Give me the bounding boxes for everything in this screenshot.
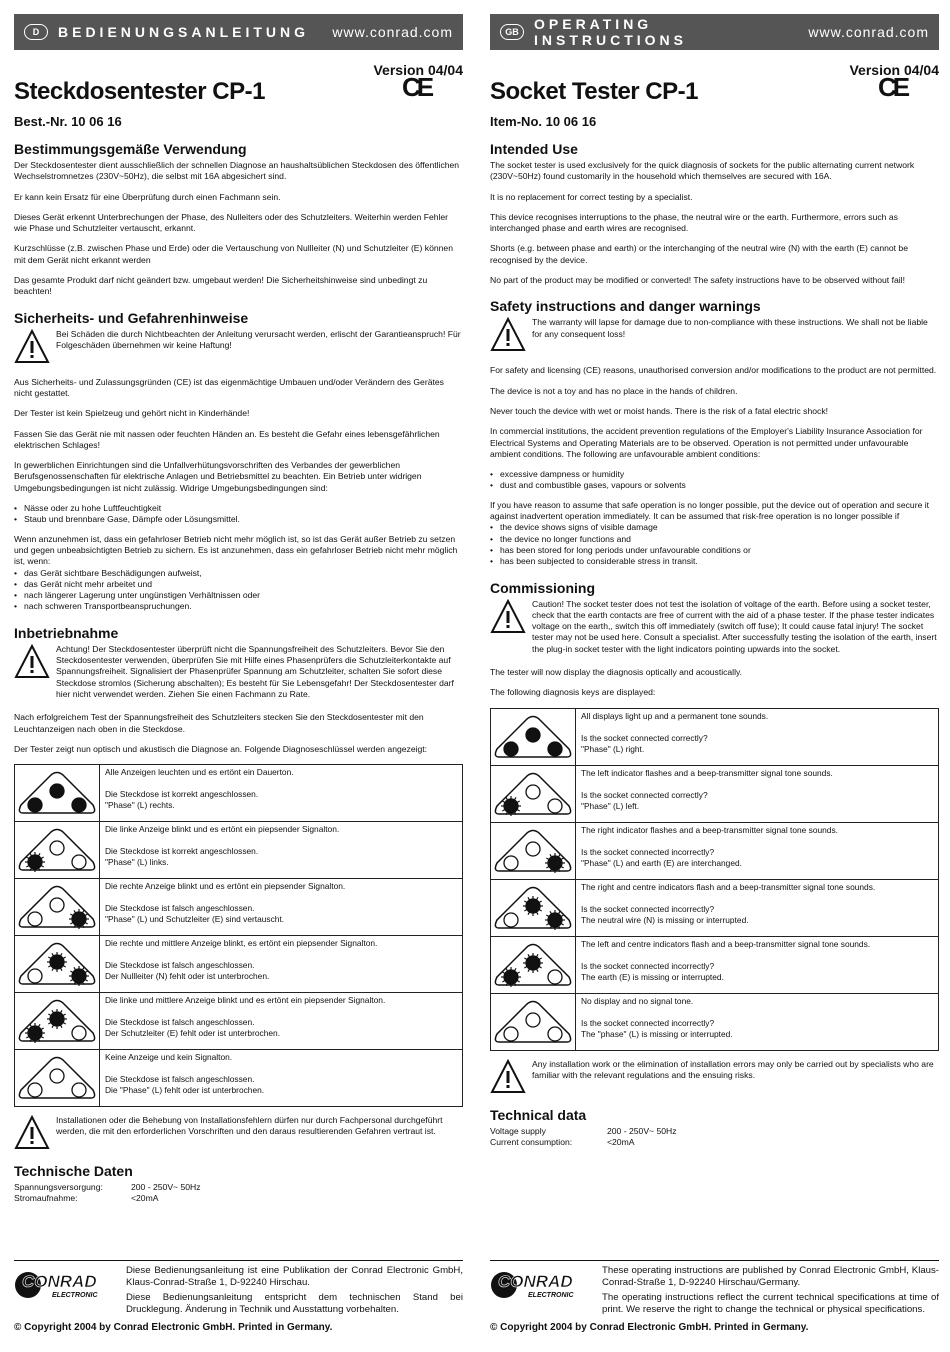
socket-indicator-icon [491,768,575,820]
diagnosis-signal: Die linke und mittlere Anzeige blinkt und es ertönt ein piepsender Signalton. [105,995,386,1006]
header-banner [14,14,463,50]
heading-intended-use: Intended Use [490,141,578,157]
list-item: • das Gerät nicht mehr arbeitet und [14,579,463,590]
socket-indicator-icon [15,881,99,933]
paragraph: Fassen Sie das Gerät nie mit nassen oder feuchten Händen an. Es besteht die Gefahr eines lebensgefährlichen elektrischen Schlages! [14,428,440,450]
specification-note: The operating instructions reflect the current technical specifications at time of print. We reserve the right to change the technical or physical specifications. [602,1292,939,1315]
item-number: Best.-Nr. 10 06 16 [14,114,122,129]
socket-indicator-icon [15,995,99,1047]
socket-indicator-icon [491,939,575,991]
diagnosis-text-cell [576,994,738,1050]
diagnosis-text-cell [100,822,344,878]
heading-commissioning: Inbetriebnahme [14,624,119,641]
list-item: • has been stored for long periods under unfavourable conditions or [490,545,939,556]
diagnosis-icon-cell [491,823,576,879]
paragraph: It is no replacement for correct testing by a specialist. [490,191,693,202]
website-url: www.conrad.com [332,24,453,40]
diagnosis-text-cell [576,709,773,765]
paragraph: Shorts (e.g. between phase and earth) or the interchanging of the neutral wire (N) with the earth (E) cannot be recognised by the device. [490,243,908,265]
warning-block [490,317,939,353]
paragraph: Wenn anzunehmen ist, dass ein gefahrloser Betrieb nicht mehr möglich ist, so ist das Gerät außer Betrieb zu setzen und gegen unbeabsichtigten Betrieb zu sichern. Es ist anzunehmen, dass ein gefahrloser Betrieb nicht mehr möglich ist, wenn: [14,533,458,567]
technical-data-table [14,1182,463,1204]
diagnosis-signal: Die rechte und mittlere Anzeige blinkt, es ertönt ein piepsender Signalton. [105,938,378,949]
copyright: © Copyright 2004 by Conrad Electronic GmbH. Printed in Germany. [14,1322,333,1333]
socket-indicator-icon [491,711,575,763]
product-title: Socket Tester CP-1 [490,78,698,105]
diagnosis-result: Is the socket connected correctly? [581,732,708,743]
heading-safety: Safety instructions and danger warnings [490,298,761,315]
tech-value: <20mA [607,1136,635,1147]
diagnosis-row [15,992,462,1049]
risk-list [490,522,939,567]
diagnosis-row [491,936,938,993]
diagnosis-detail: "Phase" (L) rechts. [105,800,175,811]
diagnosis-text-cell [576,937,875,993]
warning-block [14,644,463,700]
diagnosis-table [14,764,463,1107]
publisher-note: Diese Bedienungsanleitung ist eine Publikation der Conrad Electronic GmbH, Klaus-Conrad-Straße 1, D-92240 Hirschau. [126,1265,463,1288]
paragraph: Nach erfolgreichem Test der Spannungsfreiheit des Schutzleiters stecken Sie den Steckdosentester mit den Leuchtanzeigen nach oben in die Steckdose. [14,712,424,734]
conrad-logo-icon [14,1270,114,1300]
diagnosis-text-cell [576,880,880,936]
paragraph: Der Tester ist kein Spielzeug und gehört nicht in Kinderhände! [14,408,250,419]
diagnosis-signal: Alle Anzeigen leuchten und es ertönt ein Dauerton. [105,767,294,778]
warning-text: Caution! The socket tester does not test the isolation of voltage of the earth. Before using a socket tester, check that the earth contacts are free of current with the aid of a phase tester. If the phase tester indicates voltage on the earth,, switch this off immediately (switch off fuse); It could cause fatal injury! The socket tester may not be used here. Consult a specialist. After successfully testing the isolation of the earth, insert the plug-in socket tester with the light indicators pointing upwards into the socket. [532,598,937,654]
paragraph: The device is not a toy and has no place in the hands of children. [490,385,738,396]
risk-list [14,568,463,613]
item-number: Item-No. 10 06 16 [490,114,597,129]
english-column [490,14,939,1148]
diagnosis-signal: Die linke Anzeige blinkt und es ertönt ein piepsender Signalton. [105,824,340,835]
english-footer [490,1260,939,1333]
ambient-conditions-list [14,503,463,526]
list-item: • the device no longer functions and [490,534,939,545]
warning-text: The warranty will lapse for damage due to non-compliance with these instructions. We shall not be liable for any consequent loss! [532,317,928,339]
list-item: • nach längerer Lagerung unter ungünstigen Verhältnissen oder [14,590,463,601]
diagnosis-icon-cell [15,822,100,878]
svg-text:ELECTRONIC: ELECTRONIC [52,1292,98,1299]
diagnosis-signal: Keine Anzeige und kein Signalton. [105,1052,233,1063]
paragraph: Der Steckdosentester dient ausschließlich der schnellen Diagnose an haushaltsüblichen Steckdosen des öffentlichen Wechselstromnetzes (230V~50Hz), die selbst mit 16A abgesichert sind. [14,160,460,182]
german-column [14,14,463,1204]
publisher-note: These operating instructions are published by Conrad Electronic GmbH, Klaus-Conrad-Straße 1, D-92240 Hirschau/Germany. [602,1265,939,1288]
paragraph: If you have reason to assume that safe operation is no longer possible, put the device out of operation and secure it against inadvertent operation immediately. It can be assumed that risk-free operation is no longer possible if [490,499,930,522]
list-item: • nach schweren Transportbeanspruchungen. [14,601,463,612]
diagnosis-result: Die Steckdose ist falsch angeschlossen. [105,960,255,971]
diagnosis-signal: Die rechte Anzeige blinkt und es ertönt ein piepsender Signalton. [105,881,346,892]
socket-indicator-icon [15,938,99,990]
diagnosis-result: Die Steckdose ist korrekt angeschlossen. [105,846,259,857]
heading-intended-use: Bestimmungsgemäße Verwendung [14,141,247,157]
warning-triangle-icon [490,317,526,353]
warning-triangle-icon [14,329,50,365]
list-item: • Nässe oder zu hohe Luftfeuchtigkeit [14,503,463,514]
diagnosis-result: Is the socket connected correctly? [581,789,708,800]
paragraph: This device recognises interruptions to the phase, the neutral wire or the earth. Furthermore, errors such as interchanged phase and earth wires are recognised. [490,211,898,234]
diagnosis-result: Is the socket connected incorrectly? [581,846,715,857]
list-item: • excessive dampness or humidity [490,469,939,480]
diagnosis-result: Die Steckdose ist falsch angeschlossen. [105,1074,255,1085]
heading-technical-data: Technische Daten [14,1163,133,1180]
paragraph: In gewerblichen Einrichtungen sind die Unfallverhütungsvorschriften des Verbandes der gewerblichen Berufsgenossenschaften für elektrische Anlagen und Betriebsmittel zu beachten. Ein Betrieb unter widrigen Umgebungsbedingungen ist nicht zulässig. Widrige Umgebungsbedingungen sind: [14,460,422,493]
ambient-conditions-list [490,469,939,492]
list-item: • dust and combustible gases, vapours or solvents [490,480,939,491]
diagnosis-row [15,1049,462,1106]
diagnosis-text-cell [100,765,299,821]
banner-title: BEDIENUNGSANLEITUNG [58,24,310,40]
paragraph: For safety and licensing (CE) reasons, unauthorised conversion and/or modifications to the product are not permitted. [490,365,937,376]
paragraph: Kurzschlüsse (z.B. zwischen Phase und Erde) oder die Vertauschung von Nullleiter (N) und Schutzleiter (E) können mit dem Gerät nicht erkannt werden [14,243,453,265]
tech-value: 200 - 250V~ 50Hz [607,1125,677,1136]
diagnosis-text-cell [100,1050,269,1106]
warning-text: Any installation work or the elimination of installation errors may only be carried out by specialists who are familiar with the relevant regulations and the ensuing risks. [532,1058,934,1080]
svg-text:ELECTRONIC: ELECTRONIC [528,1292,574,1299]
tech-label: Voltage supply [490,1125,546,1136]
diagnosis-text-cell [100,936,382,992]
heading-safety: Sicherheits- und Gefahrenhinweise [14,309,249,326]
list-item: • Staub und brennbare Gase, Dämpfe oder Lösungsmittel. [14,514,463,525]
tech-label: Stromaufnahme: [14,1193,78,1204]
diagnosis-detail: Der Schutzleiter (E) fehlt oder ist unterbrochen. [105,1028,281,1039]
website-url: www.conrad.com [808,24,929,40]
diagnosis-text-cell [576,766,838,822]
tech-value: 200 - 250V~ 50Hz [131,1182,201,1193]
diagnosis-detail: The earth (E) is missing or interrupted. [581,971,724,982]
conrad-logo [490,1265,602,1305]
socket-indicator-icon [15,1052,99,1104]
paragraph: No part of the product may be modified or converted! The safety instructions have to be observed without fail! [490,275,905,286]
diagnosis-signal: The left and centre indicators flash and a beep-transmitter signal tone sounds. [581,938,871,949]
paragraph: The following diagnosis keys are displayed: [490,687,656,698]
copyright: © Copyright 2004 by Conrad Electronic GmbH. Printed in Germany. [490,1322,809,1333]
paragraph: Der Tester zeigt nun optisch und akustisch die Diagnose an. Folgende Diagnoseschlüssel werden angezeigt: [14,743,428,754]
diagnosis-icon-cell [15,993,100,1049]
warning-text: Achtung! Der Steckdosentester überprüft nicht die Spannungsfreiheit des Schutzleiters. Bevor Sie den Steckdosentester verwenden, überprüfen Sie mit Hilfe eines Phasenprüfers die Schutzleiterkontakte auf Spannungsfreiheit. Signalisiert der Phasenprüfer Spannung am Schutzleiter, schalten Sie sofort diese Steckdose stromlos (Sicherung abschalten); Es besteht für Sie Lebensgefahr! Der Steckdosentester darf hier nicht verwendet werden. Ziehen Sie einen Fachmann zu Rate. [56,643,454,699]
heading-commissioning: Commissioning [490,579,596,596]
diagnosis-result: Is the socket connected incorrectly? [581,1017,715,1028]
diagnosis-icon-cell [491,766,576,822]
paragraph: The tester will now display the diagnosis optically and acoustically. [490,667,743,678]
paragraph: In commercial institutions, the accident prevention regulations of the Employer's Liability Insurance Association for Electrical Systems and Operating Materials are to be observed. Operation is not permitted under unfavourable ambient conditions. The following are unfavourable ambient conditions: [490,426,923,459]
diagnosis-row [491,993,938,1050]
diagnosis-result: Is the socket connected incorrectly? [581,960,715,971]
diagnosis-result: Die Steckdose ist falsch angeschlossen. [105,903,255,914]
diagnosis-row [491,765,938,822]
version-label: Version 04/04 [849,62,939,78]
paragraph: Er kann kein Ersatz für eine Überprüfung durch einen Fachmann sein. [14,191,281,202]
paragraph: Dieses Gerät erkennt Unterbrechungen der Phase, des Nulleiters oder des Schutzleiters. Weiterhin werden Fehler wie Phase und Schutzleiter vertauscht, erkannt. [14,211,449,234]
ce-mark: CE [402,72,431,102]
warning-triangle-icon [490,599,526,635]
diagnosis-detail: "Phase" (L) and earth (E) are interchanged. [581,857,742,868]
diagnosis-text-cell [100,993,390,1049]
diagnosis-signal: No display and no signal tone. [581,995,694,1006]
diagnosis-row [491,709,938,765]
banner-title: OPERATING INSTRUCTIONS [534,16,687,48]
diagnosis-row [15,821,462,878]
diagnosis-detail: "Phase" (L) links. [105,857,169,868]
diagnosis-icon-cell [15,1050,100,1106]
warning-block [490,599,939,655]
diagnosis-row [15,935,462,992]
conrad-logo [14,1265,126,1305]
warning-triangle-icon [490,1059,526,1095]
diagnosis-icon-cell [491,880,576,936]
paragraph: Das gesamte Produkt darf nicht geändert bzw. umgebaut werden! Die Sicherheitshinweise sind unbedingt zu beachten! [14,275,428,297]
diagnosis-result: Is the socket connected incorrectly? [581,903,715,914]
socket-indicator-icon [15,767,99,819]
diagnosis-signal: The right and centre indicators flash and a beep-transmitter signal tone sounds. [581,881,876,892]
technical-data-table [490,1126,939,1148]
diagnosis-signal: All displays light up and a permanent tone sounds. [581,710,769,721]
diagnosis-signal: The right indicator flashes and a beep-transmitter signal tone sounds. [581,824,838,835]
paragraph: Aus Sicherheits- und Zulassungsgründen (CE) ist das eigenmächtige Umbauen und/oder Verändern des Gerätes nicht gestattet. [14,376,444,398]
diagnosis-row [491,879,938,936]
diagnosis-detail: "Phase" (L) left. [581,800,640,811]
warning-text: Installationen oder die Behebung von Installationsfehlern dürfen nur durch Fachpersonal durchgeführt werden, die mit den erforderlichen Vorschriften und den daraus resultierenden Gefahren vertraut ist. [56,1115,443,1137]
list-item: • the device shows signs of visible damage [490,522,939,533]
socket-indicator-icon [491,825,575,877]
paragraph: Never touch the device with wet or moist hands. There is the risk of a fatal electric shock! [490,405,829,416]
diagnosis-icon-cell [15,879,100,935]
diagnosis-detail: Der Nullleiter (N) fehlt oder ist unterbrochen. [105,971,270,982]
diagnosis-text-cell [576,823,843,879]
warning-triangle-icon [14,1115,50,1151]
diagnosis-icon-cell [491,994,576,1050]
list-item: • das Gerät sichtbare Beschädigungen aufweist, [14,568,463,579]
diagnosis-result: Die Steckdose ist falsch angeschlossen. [105,1017,255,1028]
paragraph: The socket tester is used exclusively for the quick diagnosis of sockets for the public alternating current network (230V~50Hz) found customarily in the household which themselves are secured with 16A. [490,160,915,182]
diagnosis-result: Die Steckdose ist korrekt angeschlossen. [105,789,259,800]
diagnosis-detail: "Phase" (L) right. [581,743,645,754]
tech-label: Spannungsversorgung: [14,1182,103,1193]
diagnosis-row [491,822,938,879]
german-footer [14,1260,463,1333]
specification-note: Diese Bedienungsanleitung entspricht dem technischen Stand bei Drucklegung. Änderung in Technik und Ausstattung vorbehalten. [126,1292,463,1315]
version-label: Version 04/04 [373,62,463,78]
socket-indicator-icon [491,882,575,934]
warning-block [490,1059,939,1095]
warning-text: Bei Schäden die durch Nichtbeachten der Anleitung verursacht werden, erlischt der Garantieanspruch! Für Folgeschäden übernehmen wir keine Haftung! [56,328,461,350]
diagnosis-detail: Die "Phase" (L) fehlt oder ist unterbrochen. [105,1085,265,1096]
diagnosis-signal: The left indicator flashes and a beep-transmitter signal tone sounds. [581,767,833,778]
warning-block [14,1115,463,1151]
tech-value: <20mA [131,1193,159,1204]
heading-technical-data: Technical data [490,1106,587,1123]
country-flag-badge: GB [500,24,524,40]
diagnosis-row [15,878,462,935]
diagnosis-icon-cell [15,936,100,992]
warning-block [14,329,463,365]
socket-indicator-icon [15,824,99,876]
diagnosis-table [490,708,939,1051]
diagnosis-icon-cell [491,709,576,765]
diagnosis-detail: "Phase" (L) und Schutzleiter (E) sind vertauscht. [105,914,285,925]
list-item: • has been subjected to considerable stress in transit. [490,556,939,567]
svg-text:CONRAD: CONRAD [22,1272,97,1291]
diagnosis-icon-cell [491,937,576,993]
conrad-logo-icon [490,1270,590,1300]
diagnosis-text-cell [100,879,350,935]
diagnosis-row [15,765,462,821]
country-flag-badge: D [24,24,48,40]
svg-text:CONRAD: CONRAD [498,1272,573,1291]
diagnosis-detail: The "phase" (L) is missing or interrupted. [581,1028,733,1039]
tech-label: Current consumption: [490,1136,573,1147]
socket-indicator-icon [491,996,575,1048]
ce-mark: CE [878,72,907,102]
diagnosis-detail: The neutral wire (N) is missing or interrupted. [581,914,749,925]
header-banner [490,14,939,50]
product-title: Steckdosentester CP-1 [14,78,265,105]
diagnosis-icon-cell [15,765,100,821]
warning-triangle-icon [14,644,50,680]
